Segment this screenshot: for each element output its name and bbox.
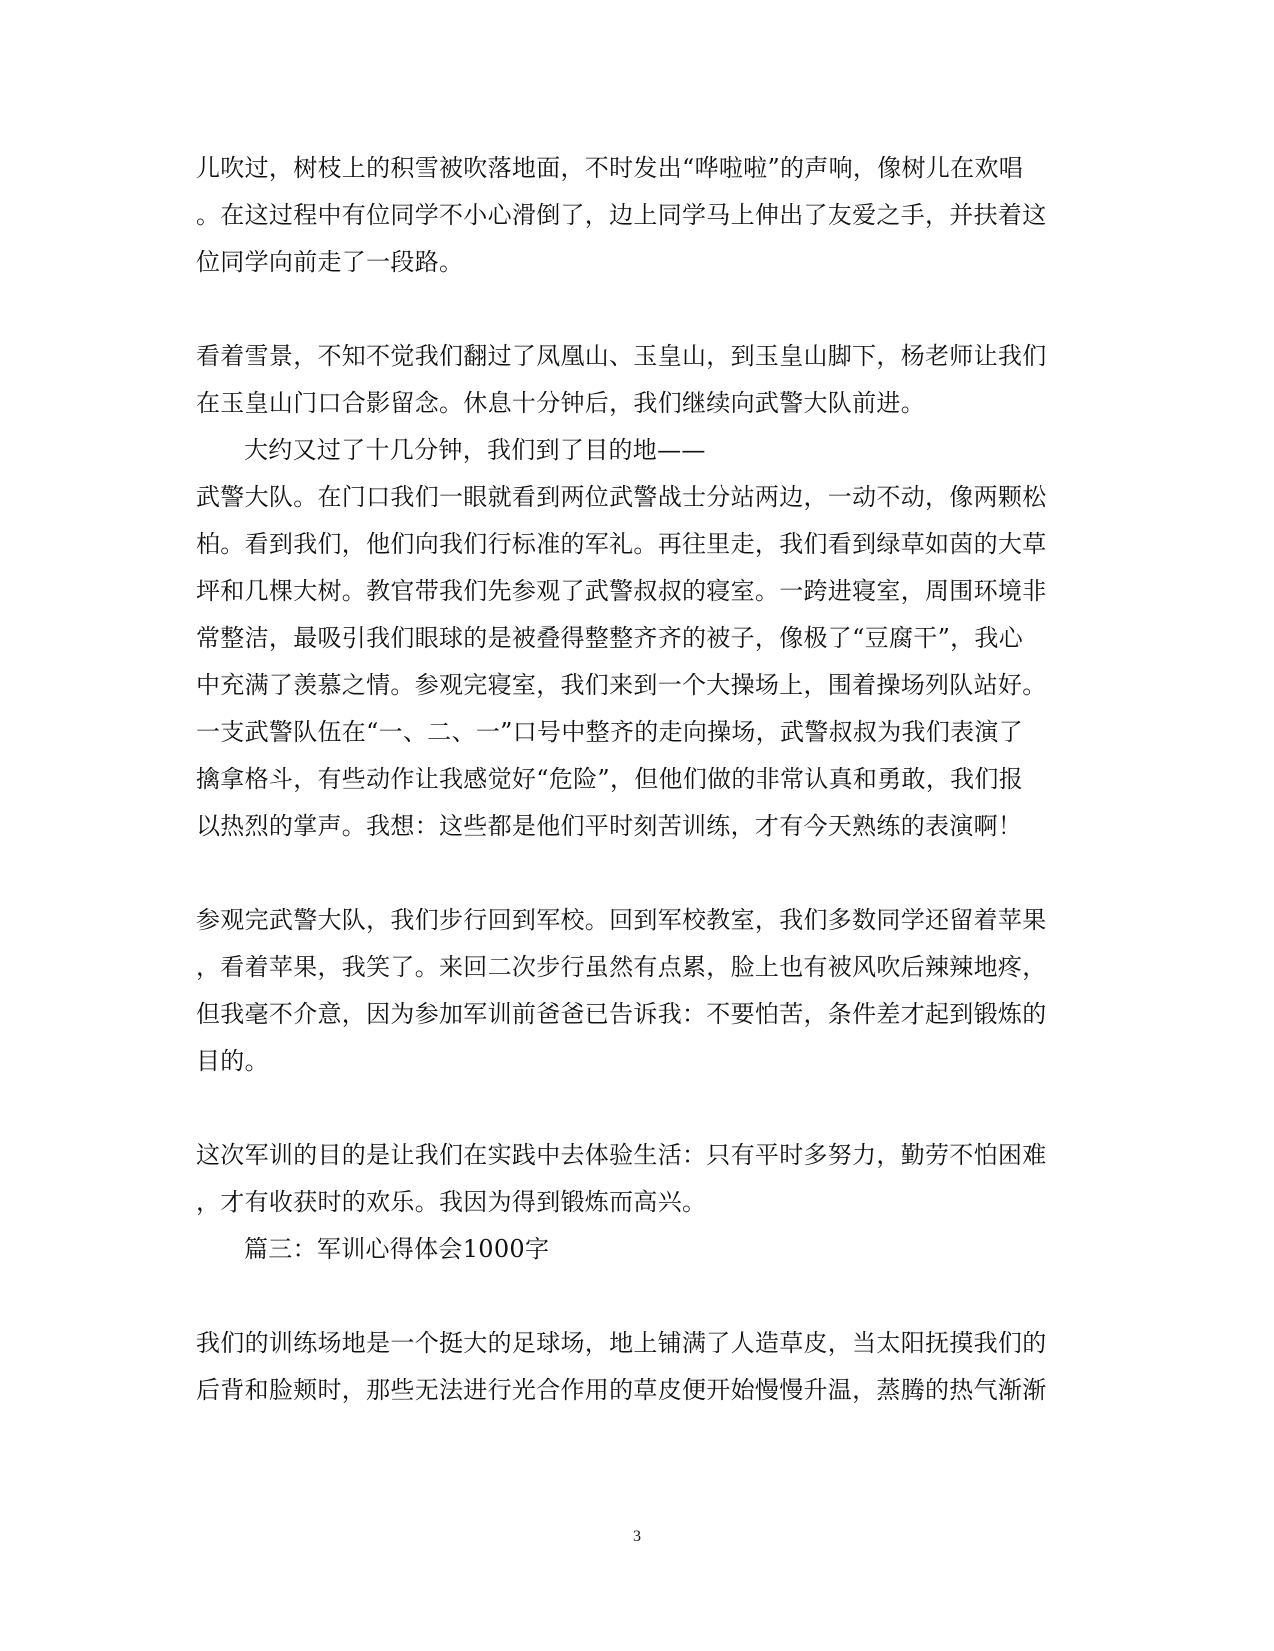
text-line: 常整洁，最吸引我们眼球的是被叠得整整齐齐的被子，像极了“豆腐干”，我心	[196, 624, 1024, 652]
text-line: 但我毫不介意，因为参加军训前爸爸已告诉我：不要怕苦，条件差才起到锻炼的	[196, 1000, 1047, 1028]
text-line: 参观完武警大队，我们步行回到军校。回到军校教室，我们多数同学还留着苹果	[196, 906, 1047, 934]
text-line: 大约又过了十几分钟，我们到了目的地——	[244, 436, 706, 464]
text-line: 以热烈的掌声。我想：这些都是他们平时刻苦训练，才有今天熟练的表演啊！	[196, 812, 1023, 840]
text-line: 儿吹过，树枝上的积雪被吹落地面，不时发出“哗啦啦”的声响，像树儿在欢唱	[196, 154, 1024, 182]
text-line: 一支武警队伍在“一、二、一”口号中整齐的走向操场，武警叔叔为我们表演了	[196, 718, 1024, 746]
section-heading: 篇三：军训心得体会1000字	[244, 1235, 550, 1263]
text-line: 后背和脸颊时，那些无法进行光合作用的草皮便开始慢慢升温，蒸腾的热气渐渐	[196, 1376, 1047, 1404]
text-line: 看着雪景，不知不觉我们翻过了凤凰山、玉皇山，到玉皇山脚下，杨老师让我们	[196, 342, 1047, 370]
text-line: 擒拿格斗，有些动作让我感觉好“危险”，但他们做的非常认真和勇敢，我们报	[196, 765, 1024, 793]
text-line: 位同学向前走了一段路。	[196, 248, 464, 276]
page-number: 3	[633, 1528, 641, 1545]
text-line: 目的。	[196, 1047, 269, 1075]
text-line: 这次军训的目的是让我们在实践中去体验生活：只有平时多努力，勤劳不怕困难	[196, 1141, 1047, 1169]
text-line: 坪和几棵大树。教官带我们先参观了武警叔叔的寝室。一跨进寝室，周围环境非	[196, 577, 1047, 605]
text-line: 我们的训练场地是一个挺大的足球场，地上铺满了人造草皮，当太阳抚摸我们的	[196, 1329, 1047, 1357]
text-line: 柏。看到我们，他们向我们行标准的军礼。再往里走，我们看到绿草如茵的大草	[196, 530, 1047, 558]
text-line: ，看着苹果，我笑了。来回二次步行虽然有点累，脸上也有被风吹后辣辣地疼，	[196, 953, 1047, 981]
text-line: 中充满了羡慕之情。参观完寝室，我们来到一个大操场上，围着操场列队站好。	[196, 671, 1047, 699]
text-line: 。在这过程中有位同学不小心滑倒了，边上同学马上伸出了友爱之手，并扶着这	[196, 201, 1047, 229]
text-line: ，才有收获时的欢乐。我因为得到锻炼而高兴。	[196, 1188, 707, 1216]
text-line: 武警大队。在门口我们一眼就看到两位武警战士分站两边，一动不动，像两颗松	[196, 483, 1047, 511]
text-line: 在玉皇山门口合影留念。休息十分钟后，我们继续向武警大队前进。	[196, 389, 925, 417]
